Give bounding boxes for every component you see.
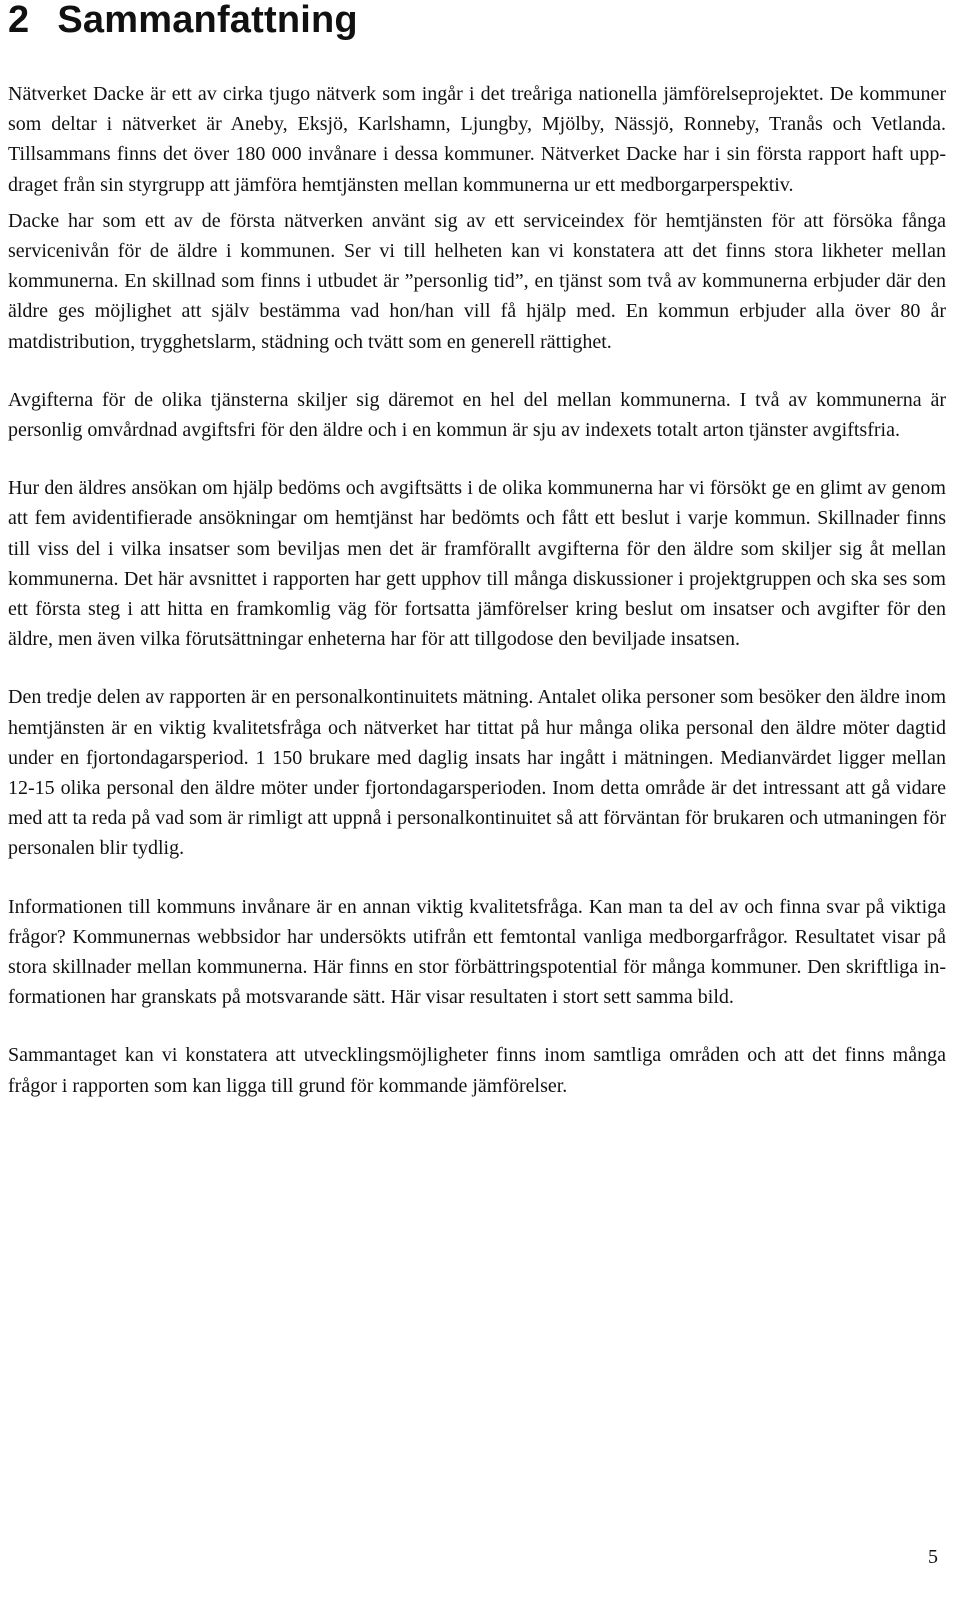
page-number: 5 xyxy=(928,1546,938,1568)
paragraph-fees: Avgifterna för de olika tjänsterna skiljer sig däremot en hel del mellan kommunerna. I två av kommunerna är personlig omvårdnad avgiftsfri för den äldre och i en kommun är sju av indexets totalt arton tjänster avgiftsfria. xyxy=(8,388,946,442)
section-number: 2 xyxy=(8,0,30,41)
paragraph-information: Informationen till kommuns invånare är en annan viktig kvalitetsfråga. Kan man ta del av och finna svar på viktiga frågor? Kommunernas webbsidor har undersökts utifrån ett femtontal vanliga medborgarfrågor. Resultatet visar på stora skillnader mellan kommunerna. Här finns en stor förbättringspotential för många kommuner. Den skriftliga informationen har granskats på motsvarande sätt. Här visar resultaten i stort sett samma bild. xyxy=(8,895,946,1009)
paragraph-applications: Hur den äldres ansökan om hjälp bedöms och avgiftsätts i de olika kommunerna har vi försökt ge en glimt av genom att fem avidentifierade ansökningar om hemtjänst har bedömts och fått ett beslut i varje kommun. Skillnader finns till viss del i vilka insatser som beviljas men det är framförallt avgifterna för den äldre som skiljer sig åt mellan kommunerna. Det här avsnittet i rapporten har gett upphov till många diskussioner i projektgruppen och ska ses som ett första steg i att hitta en framkomlig väg för fortsatta jämförelser kring beslut om insatser och avgifter för den äldre, men även vilka förutsättningar enheterna har för att tillgodose den beviljade insatsen. xyxy=(8,477,946,651)
section-title: Sammanfattning xyxy=(57,0,358,41)
section-heading xyxy=(8,0,358,42)
document-body xyxy=(8,79,946,1101)
paragraph-service-index: Dacke har som ett av de första nätverken använt sig av ett serviceindex för hemtjänsten för att försöka fånga servicenivån för de äldre i kommunen. Ser vi till helheten kan vi konstatera att det finns stora likheter mellan kommunerna. En skillnad som finns i utbudet är ”personlig tid”, en tjänst som två av kommunerna erbjuder där den äldre ges möjlighet att själv bestämma vad hon/han vill få hjälp med. En kommun erbjuder alla över 80 år matdistribution, trygghetslarm, städning och tvätt som en generell rättighet. xyxy=(8,209,946,353)
paragraph-network-intro: Nätverket Dacke är ett av cirka tjugo nätverk som ingår i det treåriga nationella jämförelseprojektet. De kommuner som deltar i nätverket är Aneby, Eksjö, Karlshamn, Ljungby, Mjölby, Nässjö, Ronneby, Tranås och Vetlanda. Tillsammans finns det över 180 000 invånare i dessa kommuner. Nätverket Dacke har i sin första rapport haft uppdraget från sin styrgrupp att jämföra hemtjänsten mellan kommunerna ur ett medborgarperspektiv. xyxy=(8,83,946,196)
paragraph-staff-continuity: Den tredje delen av rapporten är en personalkontinuitets mätning. Antalet olika personer som besöker den äldre inom hemtjänsten är en viktig kvalitetsfråga och nätverket har tittat på hur många olika personal den äldre möter dagtid under en fjortondagarsperiod. 1 150 brukare med daglig insats har ingått i mätningen. Medianvärdet ligger mellan 12-15 olika personal den äldre möter under fjortondagarsperioden. Inom detta område är det intressant att gå vidare med att ta reda på vad som är rimligt att uppnå i personalkontinuitet så att förväntan för brukaren och utmaningen för personalen blir tydlig. xyxy=(8,686,946,860)
paragraph-conclusion: Sammantaget kan vi konstatera att utvecklingsmöjligheter finns inom samtliga områden och att det finns många frågor i rapporten som kan ligga till grund för kommande jämförelser. xyxy=(8,1044,946,1097)
